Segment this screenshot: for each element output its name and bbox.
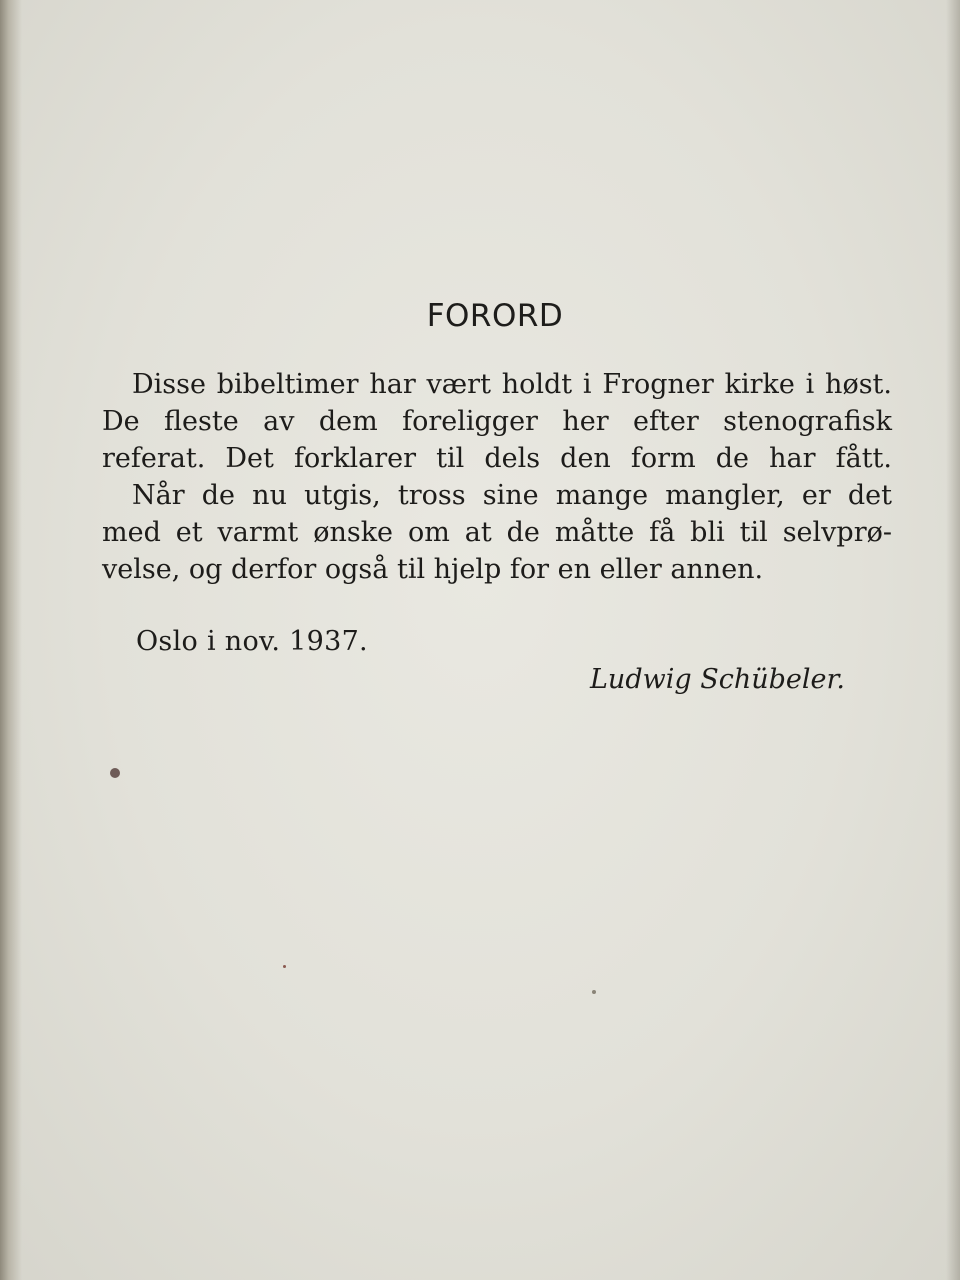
ink-speck xyxy=(110,768,120,778)
page-edge-shadow xyxy=(946,0,960,1280)
paragraph-line: med et varmt ønske om at de måtte få bli til selvprø- xyxy=(102,517,892,548)
preface-paragraph xyxy=(102,366,892,588)
ink-speck xyxy=(592,990,596,994)
place-date: Oslo i nov. 1937. xyxy=(136,626,368,657)
paragraph-line: Disse bibeltimer har vært holdt i Frogner kirke i høst. xyxy=(132,369,892,400)
author-signature: Ludwig Schübeler. xyxy=(590,664,846,695)
ink-speck xyxy=(283,965,286,968)
paragraph-line: velse, og derfor også til hjelp for en eller annen. xyxy=(102,554,764,585)
paragraph-line: Når de nu utgis, tross sine mange mangler, er det xyxy=(132,480,892,511)
paragraph-line: referat. Det forklarer til dels den form de har fått. xyxy=(102,443,892,474)
book-spine-shadow xyxy=(0,0,22,1280)
page-heading: FORORD xyxy=(426,298,564,334)
paragraph-line: De fleste av dem foreligger her efter stenografisk xyxy=(102,406,892,437)
